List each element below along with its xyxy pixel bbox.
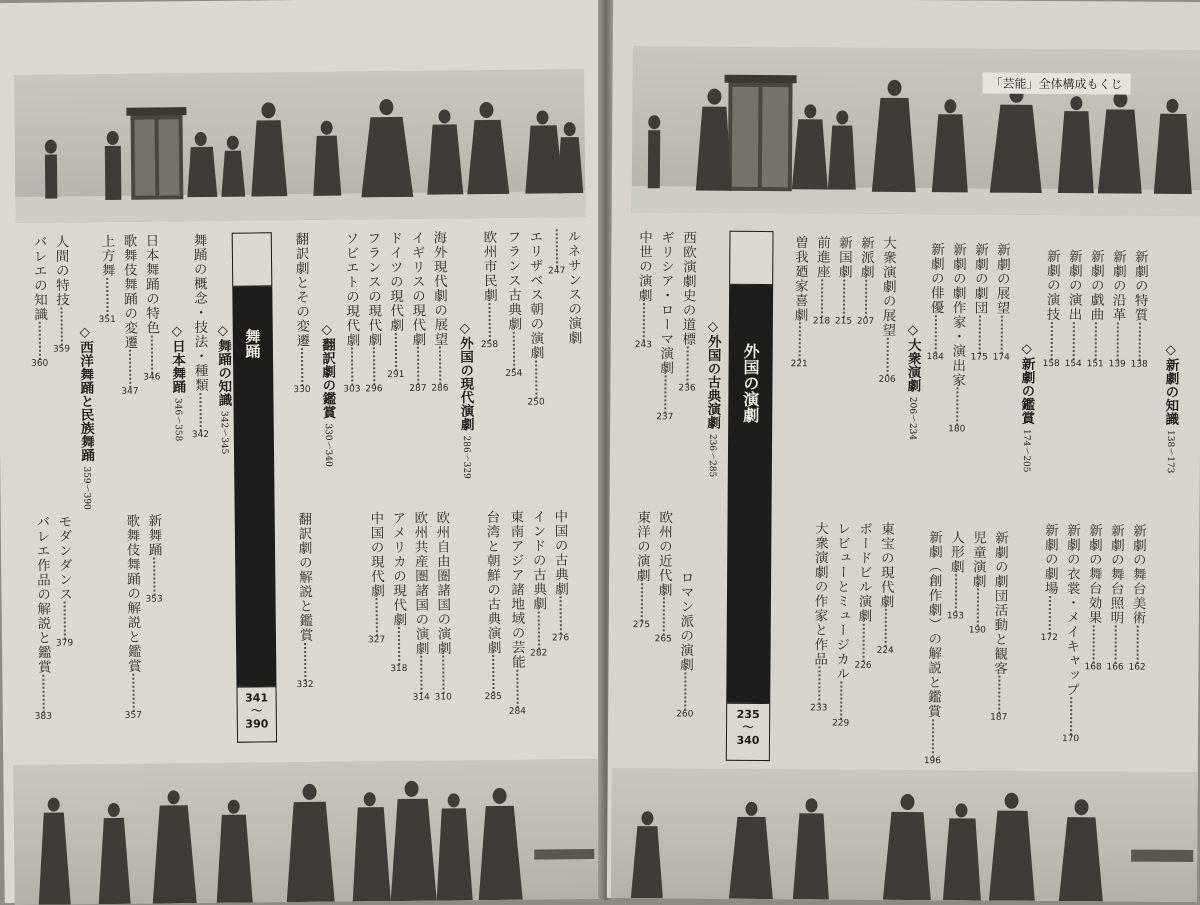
toc-entry[interactable]: 新劇の劇団活動と観客 bbox=[991, 530, 1009, 676]
toc-entry[interactable]: 新劇（創作劇）の解説と鑑賞 bbox=[924, 530, 943, 719]
toc-entry[interactable]: 欧州の近代劇 bbox=[655, 510, 673, 598]
page-number: 284 bbox=[508, 706, 526, 717]
toc-entry[interactable]: 新劇の特質 bbox=[1131, 249, 1148, 323]
page-number: 330 bbox=[293, 384, 311, 396]
section-heading[interactable]: ◇翻訳劇の鑑賞 330〜340 bbox=[318, 321, 336, 467]
toc-column bbox=[857, 236, 875, 327]
toc-entry[interactable]: 新劇の沿革 bbox=[1109, 249, 1126, 323]
toc-column bbox=[1062, 523, 1081, 744]
leader-dots bbox=[420, 656, 422, 694]
category-title: 舞踊 bbox=[243, 328, 262, 359]
toc-entry[interactable]: 翻訳劇の解説と鑑賞 bbox=[295, 511, 313, 643]
toc-column bbox=[55, 514, 74, 648]
page-number: 243 bbox=[634, 339, 652, 350]
toc-column bbox=[854, 522, 872, 671]
toc-column bbox=[292, 232, 311, 395]
page-number: 221 bbox=[790, 359, 808, 370]
toc-entry[interactable]: 曽我廼家喜劇 bbox=[791, 235, 809, 323]
category-bar-cap bbox=[729, 231, 773, 285]
leader-dots bbox=[1092, 625, 1094, 663]
toc-column bbox=[633, 510, 651, 630]
toc-entry[interactable]: 中国の現代劇 bbox=[367, 511, 385, 599]
leader-dots bbox=[150, 335, 152, 373]
leader-dots bbox=[818, 666, 820, 704]
toc-entry[interactable]: 新劇の展望 bbox=[993, 242, 1011, 316]
toc-entry[interactable]: 新劇の舞台美術 bbox=[1129, 523, 1147, 626]
page-number: 276 bbox=[551, 633, 570, 644]
toc-column bbox=[832, 522, 851, 729]
leader-dots bbox=[42, 674, 44, 712]
leader-dots bbox=[38, 322, 40, 360]
toc-column bbox=[877, 522, 895, 656]
page-number: 172 bbox=[1040, 632, 1058, 643]
toc-entry[interactable]: 新劇の舞台照明 bbox=[1107, 523, 1125, 626]
bottom-frieze-right bbox=[611, 768, 1198, 902]
toc-entry[interactable]: 新劇の劇団 bbox=[971, 242, 989, 316]
toc-column bbox=[969, 530, 987, 635]
leader-dots bbox=[642, 303, 644, 341]
leader-dots bbox=[488, 303, 490, 341]
leader-dots bbox=[640, 583, 642, 621]
page-number: 233 bbox=[810, 703, 828, 714]
leader-dots bbox=[843, 279, 845, 317]
page-number: 346 bbox=[143, 371, 161, 383]
page-number: 258 bbox=[480, 339, 499, 350]
toc-column bbox=[430, 230, 449, 393]
toc-entry[interactable]: インドの古典劇 bbox=[529, 509, 547, 612]
leader-dots bbox=[132, 673, 134, 711]
leader-dots bbox=[516, 669, 518, 707]
leader-dots bbox=[686, 346, 688, 384]
page-number: 168 bbox=[1084, 661, 1102, 672]
toc-column bbox=[548, 229, 584, 729]
toc-entry[interactable]: フランスの現代劇 bbox=[364, 231, 382, 348]
page-number: 342 bbox=[191, 429, 210, 440]
leader-dots bbox=[1070, 697, 1072, 735]
category-bar-cap bbox=[232, 232, 273, 286]
page-number: 224 bbox=[876, 645, 894, 656]
leader-dots bbox=[1000, 315, 1002, 353]
toc-entry[interactable]: 海外現代劇の展望 bbox=[430, 230, 448, 347]
leader-dots bbox=[1138, 322, 1140, 360]
page-number: 138 bbox=[1130, 359, 1148, 370]
toc-column bbox=[52, 234, 70, 354]
page-number: 296 bbox=[365, 384, 383, 395]
page-number: 383 bbox=[34, 711, 53, 722]
toc-column bbox=[927, 242, 945, 362]
toc-entry[interactable]: 上方舞 bbox=[98, 233, 115, 278]
leader-dots bbox=[1072, 322, 1074, 360]
toc-entry[interactable]: 新劇の舞台効果 bbox=[1085, 523, 1103, 625]
leader-dots bbox=[1094, 322, 1096, 360]
toc-entry[interactable]: 東洋の演劇 bbox=[633, 510, 651, 583]
toc-entry[interactable]: ギリシア・ローマ演劇 bbox=[657, 230, 675, 376]
section-heading[interactable]: ◇西洋舞踊と民族舞踊 359〜390 bbox=[76, 324, 95, 510]
page-number: 318 bbox=[390, 663, 408, 675]
page-number: 285 bbox=[484, 691, 502, 703]
toc-entry[interactable]: ロマン派の演劇 bbox=[677, 570, 694, 673]
leader-dots bbox=[397, 627, 399, 665]
leader-dots bbox=[664, 375, 666, 413]
toc-entry[interactable]: 新劇の俳優 bbox=[927, 242, 945, 315]
toc-entry[interactable]: エリザベス朝の演劇 bbox=[526, 229, 544, 361]
page-number: 347 bbox=[121, 386, 139, 397]
section-heading[interactable]: ◇外国の古典演劇 236〜285 bbox=[704, 318, 721, 478]
toc-entry[interactable]: 大衆演劇の作家と作品 bbox=[811, 521, 829, 667]
toc-column bbox=[367, 511, 386, 645]
leader-dots bbox=[537, 611, 539, 649]
category-bar-buyo[interactable] bbox=[232, 232, 277, 742]
toc-entry[interactable]: 歌舞伎舞踊の変遷 bbox=[120, 233, 138, 350]
toc-column bbox=[947, 530, 965, 621]
toc-column bbox=[1087, 249, 1105, 369]
page-number: 351 bbox=[98, 314, 116, 325]
page-number: 190 bbox=[968, 625, 986, 636]
toc-column bbox=[655, 510, 673, 644]
section-heading[interactable]: ◇舞踊の知識 342〜345 bbox=[214, 322, 232, 455]
relief-figures-image bbox=[632, 46, 1200, 216]
page-number: 287 bbox=[409, 383, 427, 394]
leader-dots bbox=[512, 331, 514, 369]
leader-dots bbox=[63, 601, 65, 639]
leader-dots bbox=[840, 681, 842, 719]
leader-dots bbox=[492, 655, 494, 693]
toc-entry[interactable]: バレエの知識 bbox=[30, 234, 48, 322]
toc-column bbox=[635, 230, 653, 350]
toc-column bbox=[145, 513, 163, 604]
page-number: 174 bbox=[992, 352, 1010, 363]
toc-entry[interactable]: 欧州共産圏諸国の演劇 bbox=[411, 510, 429, 656]
page-number: 154 bbox=[1064, 358, 1082, 369]
toc-column bbox=[98, 234, 116, 325]
toc-entry[interactable]: ルネサンスの演劇 bbox=[564, 229, 582, 346]
page-number: 166 bbox=[1106, 661, 1124, 673]
toc-column bbox=[656, 230, 675, 422]
toc-entry[interactable]: 新劇の劇場 bbox=[1041, 522, 1059, 596]
section-heading[interactable]: ◇大衆演劇 206〜234 bbox=[904, 321, 921, 441]
toc-column bbox=[1128, 524, 1146, 673]
leader-dots bbox=[862, 623, 864, 661]
page-number: 332 bbox=[296, 679, 314, 690]
toc-column bbox=[835, 236, 853, 327]
toc-column bbox=[120, 234, 139, 397]
top-frieze-right bbox=[632, 46, 1200, 216]
leader-dots bbox=[373, 347, 375, 385]
toc-entry[interactable]: 新派劇 bbox=[857, 235, 875, 280]
leader-dots bbox=[375, 598, 377, 636]
page-number: 353 bbox=[145, 593, 163, 605]
toc-column bbox=[1065, 249, 1083, 369]
leader-dots bbox=[886, 337, 888, 375]
leader-dots bbox=[442, 656, 444, 694]
page-number: 250 bbox=[527, 396, 545, 408]
top-frieze-left bbox=[14, 69, 586, 223]
leader-dots bbox=[394, 333, 396, 371]
page-number: 218 bbox=[812, 315, 831, 326]
toc-column bbox=[342, 231, 361, 394]
page-number: 226 bbox=[854, 660, 872, 671]
leader-dots bbox=[798, 322, 800, 360]
page-number: 359 bbox=[52, 343, 71, 355]
toc-column bbox=[190, 233, 209, 440]
page-number: 314 bbox=[412, 692, 430, 703]
toc-column bbox=[386, 231, 405, 380]
toc-entry[interactable]: 大衆演劇の展望 bbox=[879, 235, 897, 338]
toc-entry[interactable]: ボードビル演劇 bbox=[855, 521, 873, 624]
toc-column bbox=[1043, 249, 1061, 369]
page-number: 206 bbox=[878, 374, 896, 385]
toc-column bbox=[364, 231, 383, 394]
section-heading[interactable]: ◇新劇の知識 138〜173 bbox=[1162, 341, 1179, 474]
toc-entry[interactable]: 人形劇 bbox=[947, 530, 965, 574]
leader-dots bbox=[934, 315, 936, 353]
leader-dots bbox=[684, 672, 686, 710]
page-number: 265 bbox=[654, 634, 672, 645]
page-number: 151 bbox=[1086, 358, 1104, 369]
page-number: 360 bbox=[31, 358, 49, 369]
toc-column bbox=[878, 236, 896, 385]
bottom-frieze-left bbox=[13, 759, 604, 905]
toc-column bbox=[791, 235, 809, 369]
leader-dots bbox=[662, 597, 664, 635]
leader-dots bbox=[60, 307, 62, 345]
leader-dots bbox=[956, 387, 958, 425]
toc-entry[interactable]: 日本舞踊の特色 bbox=[142, 233, 160, 336]
toc-entry[interactable]: 新劇の戯曲 bbox=[1087, 249, 1104, 322]
relief-procession-image bbox=[13, 759, 604, 905]
page-number: 187 bbox=[990, 712, 1008, 723]
toc-column bbox=[433, 510, 452, 702]
leader-dots bbox=[129, 350, 131, 388]
page-number: 275 bbox=[632, 619, 650, 630]
leader-dots bbox=[439, 347, 441, 385]
toc-column bbox=[529, 509, 548, 658]
page-number: 175 bbox=[970, 351, 988, 363]
leader-dots bbox=[865, 279, 867, 317]
toc-column bbox=[483, 510, 502, 702]
page-number: 379 bbox=[55, 638, 74, 649]
toc-entry[interactable]: フランス古典劇 bbox=[504, 229, 522, 332]
leader-dots bbox=[821, 279, 823, 317]
page-number: 139 bbox=[1108, 358, 1126, 370]
toc-column bbox=[30, 235, 49, 369]
toc-column bbox=[295, 512, 314, 690]
page-number: 196 bbox=[923, 755, 942, 766]
toc-entry[interactable]: 新劇の衣裳・メイキャップ bbox=[1062, 523, 1081, 698]
page-number: 327 bbox=[367, 635, 386, 646]
toc-entry[interactable]: 東南アジア諸地域の芸能 bbox=[507, 509, 525, 670]
category-bar-gaikoku[interactable] bbox=[726, 231, 774, 761]
relief-procession-image bbox=[611, 768, 1198, 902]
toc-column bbox=[1109, 249, 1127, 369]
toc-column bbox=[1131, 250, 1149, 370]
toc-entry[interactable]: 人間の特技 bbox=[52, 234, 70, 308]
toc-entry[interactable]: 東宝の現代劇 bbox=[877, 521, 895, 609]
leader-dots bbox=[1114, 625, 1116, 663]
toc-column bbox=[948, 242, 967, 434]
leader-dots bbox=[199, 393, 201, 431]
toc-column bbox=[507, 510, 526, 717]
section-heading[interactable]: ◇新劇の鑑賞 174〜205 bbox=[1018, 340, 1035, 473]
toc-entry[interactable]: 台湾と朝鮮の古典演劇 bbox=[483, 509, 501, 656]
toc-column bbox=[411, 511, 430, 703]
toc-entry[interactable]: 歌舞伎舞踊の解説と鑑賞 bbox=[123, 513, 141, 674]
page-number: 237 bbox=[656, 412, 674, 423]
section-heading[interactable]: ◇日本舞踊 346〜358 bbox=[168, 323, 186, 442]
toc-entry[interactable]: 翻訳劇とその変遷 bbox=[292, 231, 310, 349]
page-number: 193 bbox=[946, 610, 965, 621]
page-number: 170 bbox=[1061, 734, 1080, 745]
page-number: 254 bbox=[505, 368, 523, 379]
leader-dots bbox=[417, 347, 419, 385]
toc-entry[interactable]: 欧州市民劇 bbox=[480, 229, 498, 303]
toc-entry[interactable]: モダンダンス bbox=[55, 514, 73, 602]
toc-column bbox=[408, 231, 427, 394]
toc-column bbox=[924, 530, 943, 766]
page-number: 282 bbox=[530, 647, 548, 659]
toc-entry[interactable]: アメリカの現代劇 bbox=[389, 510, 407, 628]
toc-entry[interactable]: 中世の演劇 bbox=[635, 230, 653, 303]
leader-dots bbox=[884, 609, 886, 647]
category-page-range: 341 〜 390 bbox=[236, 686, 277, 742]
page-number: 180 bbox=[948, 424, 966, 435]
page-number: 184 bbox=[926, 351, 944, 362]
leader-dots bbox=[535, 360, 537, 398]
leader-dots bbox=[555, 229, 557, 267]
toc-entry[interactable]: ドイツの現代劇 bbox=[386, 230, 404, 333]
toc-entry[interactable]: 新劇の演技 bbox=[1043, 248, 1061, 322]
relief-figures-image bbox=[14, 69, 586, 223]
right-page bbox=[607, 0, 1200, 902]
leader-dots bbox=[304, 642, 306, 680]
toc-column bbox=[813, 235, 831, 326]
leader-dots bbox=[954, 574, 956, 612]
leader-dots bbox=[978, 315, 980, 353]
leader-dots bbox=[998, 676, 1000, 714]
toc-entry[interactable]: 前進座 bbox=[813, 235, 831, 279]
toc-column bbox=[990, 531, 1009, 723]
toc-entry[interactable]: 新国劇 bbox=[835, 235, 853, 280]
page-number: 162 bbox=[1128, 662, 1146, 673]
toc-entry[interactable]: 児童演劇 bbox=[969, 530, 987, 589]
page-number: 229 bbox=[832, 717, 850, 729]
toc-entry[interactable]: 新劇の劇作家・演出家 bbox=[949, 242, 967, 388]
toc-column bbox=[971, 242, 989, 362]
toc-column bbox=[551, 509, 570, 643]
leader-dots bbox=[351, 347, 353, 385]
leader-dots bbox=[559, 596, 561, 634]
toc-entry[interactable]: 舞踊の概念・技法・種類 bbox=[190, 232, 208, 393]
toc-column bbox=[1041, 523, 1059, 643]
leader-dots bbox=[301, 348, 303, 386]
toc-entry[interactable]: バレエ作品の解説と鑑賞 bbox=[33, 514, 51, 675]
page-number: 207 bbox=[856, 316, 875, 327]
header-label: 「芸能」全体構成もくじ bbox=[982, 73, 1130, 95]
toc-column bbox=[389, 511, 408, 674]
page-number: 357 bbox=[124, 710, 143, 721]
leader-dots bbox=[976, 589, 978, 627]
toc-column bbox=[1084, 523, 1102, 672]
toc-column bbox=[993, 243, 1011, 363]
leader-dots bbox=[106, 278, 108, 316]
leader-dots bbox=[1050, 322, 1052, 360]
toc-column bbox=[676, 570, 694, 719]
toc-entry[interactable]: 新舞踊 bbox=[145, 513, 162, 558]
leader-dots bbox=[1116, 322, 1118, 360]
leader-dots bbox=[1048, 596, 1050, 634]
toc-entry[interactable]: 新劇の演出 bbox=[1065, 249, 1082, 322]
page-number: 247 bbox=[548, 266, 566, 277]
page-number: 215 bbox=[834, 316, 853, 327]
category-page-range: 235 〜 340 bbox=[726, 703, 770, 761]
toc-entry[interactable]: イギリスの現代劇 bbox=[408, 230, 426, 347]
page-number: 310 bbox=[434, 692, 452, 703]
page-number: 236 bbox=[678, 383, 696, 394]
section-heading[interactable]: ◇外国の現代演劇 286〜329 bbox=[456, 320, 474, 479]
leader-dots bbox=[153, 557, 155, 595]
page-number: 158 bbox=[1042, 358, 1060, 369]
page-number: 260 bbox=[676, 708, 694, 720]
page-number: 286 bbox=[431, 383, 449, 394]
leader-dots bbox=[1136, 625, 1138, 663]
toc-column bbox=[1106, 523, 1124, 672]
toc-column bbox=[810, 521, 829, 713]
toc-column bbox=[123, 514, 142, 721]
toc-column bbox=[142, 233, 161, 382]
category-title: 外国の演劇 bbox=[740, 342, 761, 423]
toc-column bbox=[678, 230, 696, 393]
toc-entry[interactable]: 欧州自由圏諸国の演劇 bbox=[433, 510, 451, 656]
toc-column bbox=[33, 515, 52, 722]
toc-entry[interactable]: ソビエトの現代劇 bbox=[342, 231, 360, 348]
toc-entry[interactable]: レビューとミュージカル bbox=[832, 521, 851, 682]
toc-entry[interactable]: 中国の古典劇 bbox=[551, 509, 569, 597]
toc-entry[interactable]: 西欧演劇史の道標 bbox=[679, 230, 697, 347]
page-number: 303 bbox=[343, 384, 361, 395]
leader-dots bbox=[931, 719, 933, 757]
page-number: 291 bbox=[387, 369, 405, 380]
